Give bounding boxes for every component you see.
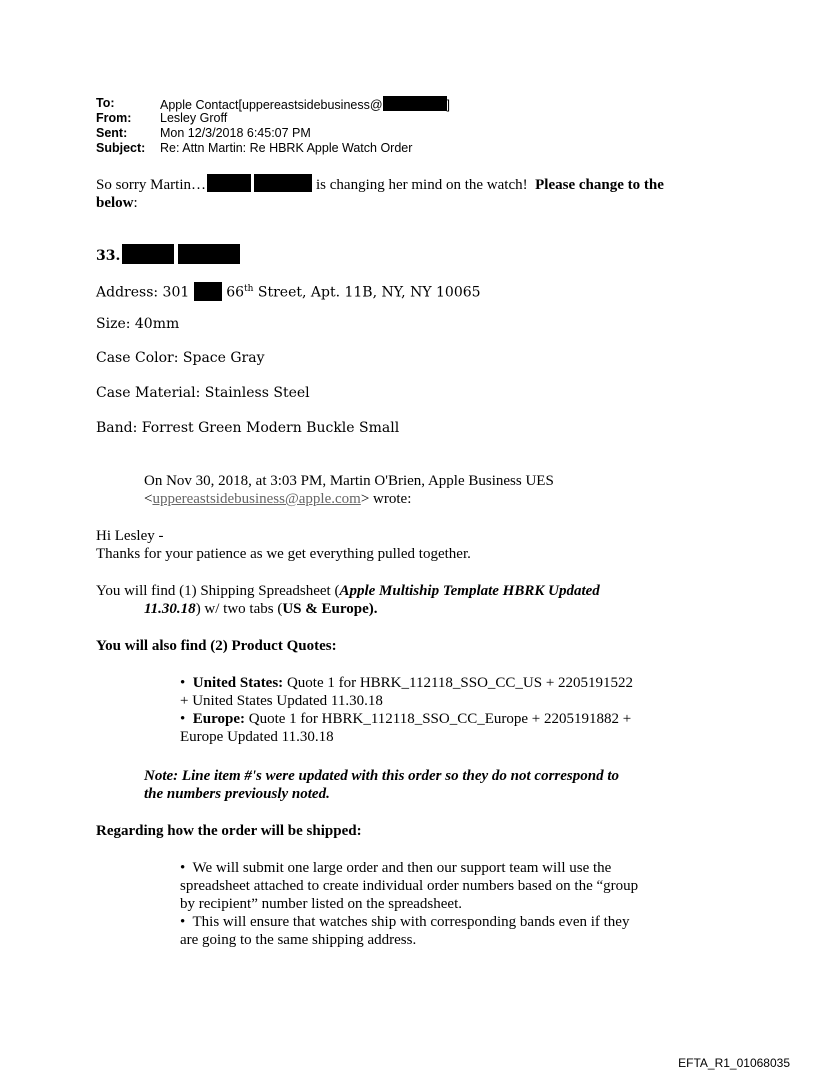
from-value: Lesley Groff [160,111,228,125]
order-band: Band: Forrest Green Modern Buckle Small [96,420,400,436]
order-case-color: Case Color: Space Gray [96,350,265,366]
email-header [96,96,696,160]
subject-label: Subject: [96,141,146,155]
redaction [178,244,240,264]
redaction [383,96,447,111]
reply-intro: So sorry Martin… is changing her mind on the watch! Please change to the below: [96,174,716,212]
sent-value: Mon 12/3/2018 6:45:07 PM [160,126,311,140]
order-address: Address: 301 66th Street, Apt. 11B, NY, NY 10065 [96,280,481,302]
greeting: Hi Lesley - Thanks for your patience as we get everything pulled together. [96,528,471,562]
order-size: Size: 40mm [96,316,180,332]
quote-attribution: On Nov 30, 2018, at 3:03 PM, Martin O'Brien, Apple Business UES <uppereastsidebusiness@apple.com> wrote: [144,473,554,507]
document-id: EFTA_R1_01068035 [678,1056,790,1070]
find-quotes-heading: You will also find (2) Product Quotes: [96,638,337,654]
list-item-cont: Europe Updated 11.30.18 [180,729,334,745]
redaction [194,282,222,301]
list-item-cont: are going to the same shipping address. [180,932,417,948]
shipping-list [180,859,638,949]
shipping-heading: Regarding how the order will be shipped: [96,823,362,839]
list-item-cont: by recipient” number listed on the spreadsheet. [180,896,462,912]
list-item-cont: + United States Updated 11.30.18 [180,693,383,709]
to-label: To: [96,96,115,110]
list-item: • This will ensure that watches ship with corresponding bands even if they [180,914,630,930]
quote-list [180,674,633,746]
subject-value: Re: Attn Martin: Re HBRK Apple Watch Order [160,141,413,155]
list-item: • Europe: Quote 1 for HBRK_112118_SSO_CC_Europe + 2205191882 + [180,711,632,727]
redaction [122,244,174,264]
list-item-cont: spreadsheet attached to create individual order numbers based on the “group [180,878,639,894]
redaction [207,174,251,192]
find-spreadsheet: You will find (1) Shipping Spreadsheet (Apple Multiship Template HBRK Updated 11.30.18) w/ two tabs (US & Europe). [96,583,600,617]
from-label: From: [96,111,132,125]
order-case-material: Case Material: Stainless Steel [96,385,310,401]
sent-label: Sent: [96,126,128,140]
note: Note: Line item #'s were updated with this order so they do not correspond to the numbers previously noted. [144,768,620,802]
list-item: • We will submit one large order and then our support team will use the [180,860,612,876]
list-item: • United States: Quote 1 for HBRK_112118_SSO_CC_US + 2205191522 [180,675,634,691]
email-link[interactable]: uppereastsidebusiness@apple.com [152,491,361,507]
redaction [254,174,312,192]
to-value: Apple Contact[uppereastsidebusiness@ ] [160,98,451,112]
order-number: 33. [96,244,240,265]
